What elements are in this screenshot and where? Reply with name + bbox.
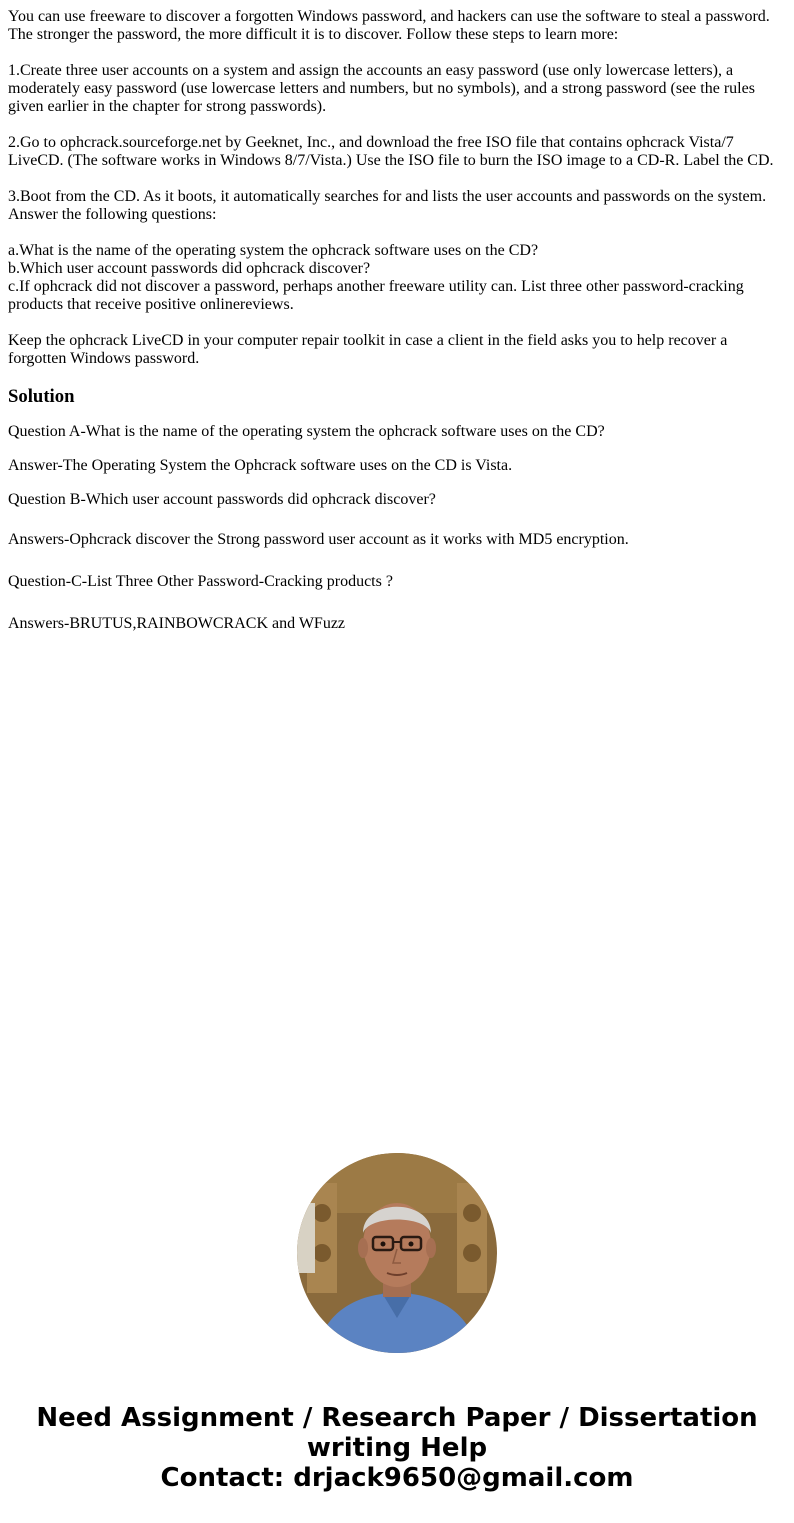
- solution-heading: Solution: [8, 386, 75, 407]
- sub-question-c: c.If ophcrack did not discover a password, perhaps another freeware utility can. List three other password-cracking products that receive positive onlinereviews.: [8, 278, 744, 313]
- answer-a: Answer-The Operating System the Ophcrack software uses on the CD is Vista.: [8, 457, 513, 474]
- answer-c: Answers-BRUTUS,RAINBOWCRACK and WFuzz: [8, 615, 346, 632]
- promo-contact: Contact: drjack9650@gmail.com: [160, 1463, 634, 1493]
- sub-questions: [8, 242, 786, 314]
- intro-paragraph: You can use freeware to discover a forgotten Windows password, and hackers can use the software to steal a password. The stronger the password, the more difficult it is to discover. Follow these steps to learn more:: [8, 8, 770, 43]
- question-a: Question A-What is the name of the operating system the ophcrack software uses on the CD?: [8, 423, 605, 440]
- question-c: Question-C-List Three Other Password-Cracking products ?: [8, 573, 393, 590]
- document-body: [8, 8, 786, 649]
- promo-line-2: writing Help: [306, 1433, 488, 1463]
- sub-question-a: a.What is the name of the operating system the ophcrack software uses on the CD?: [8, 242, 539, 259]
- closing-paragraph: Keep the ophcrack LiveCD in your computer repair toolkit in case a client in the field asks you to help recover a forgotten Windows password.: [8, 332, 728, 367]
- promo-banner: [0, 1403, 794, 1493]
- author-avatar: [297, 1153, 497, 1353]
- step-2: 2.Go to ophcrack.sourceforge.net by Geeknet, Inc., and download the free ISO file that contains ophcrack Vista/7 LiveCD. (The software works in Windows 8/7/Vista.) Use the ISO file to burn the ISO image to a CD-R. Label the CD.: [8, 134, 774, 169]
- author-photo-icon: [297, 1153, 497, 1353]
- step-3: 3.Boot from the CD. As it boots, it automatically searches for and lists the user accounts and passwords on the system. Answer the following questions:: [8, 188, 767, 223]
- promo-line-1: Need Assignment / Research Paper / Dissertation: [36, 1403, 758, 1433]
- sub-question-b: b.Which user account passwords did ophcrack discover?: [8, 260, 371, 277]
- solution-section: [8, 423, 786, 633]
- question-b: Question B-Which user account passwords did ophcrack discover?: [8, 491, 436, 508]
- answer-b: Answers-Ophcrack discover the Strong password user account as it works with MD5 encryption.: [8, 531, 629, 548]
- step-1: 1.Create three user accounts on a system and assign the accounts an easy password (use only lowercase letters), a moderately easy password (use lowercase letters and numbers, but no symbols), and a strong password (see the rules given earlier in the chapter for strong passwords).: [8, 62, 755, 115]
